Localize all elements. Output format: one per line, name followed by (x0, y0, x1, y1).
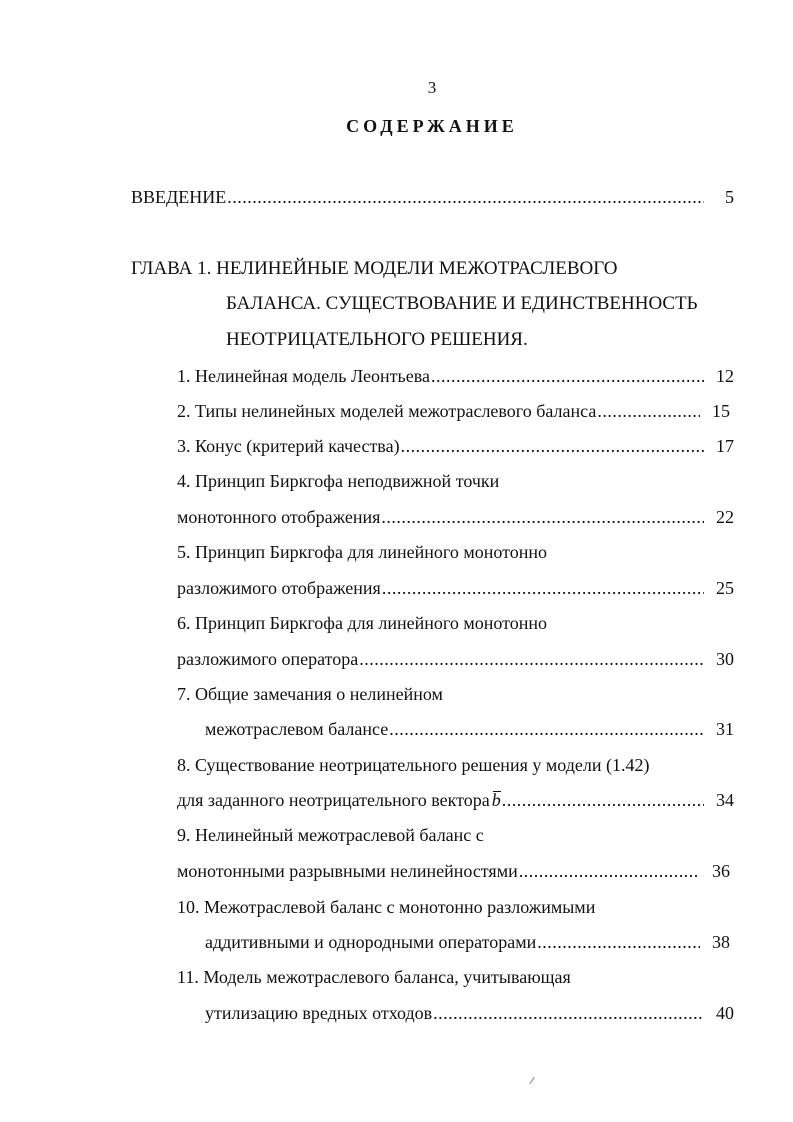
toc-entry-label: монотонного отображения (177, 507, 381, 527)
toc-entry-3[interactable] (177, 435, 734, 457)
chapter-title-line-2: БАЛАНСА. СУЩЕСТВОВАНИЕ И ЕДИНСТВЕННОСТЬ (226, 293, 698, 314)
toc-entry-page: 36 (712, 861, 730, 881)
dot-leader (433, 1002, 704, 1024)
toc-entry-page: 15 (712, 401, 730, 421)
scan-artifact-mark (529, 1077, 534, 1084)
vector-b-symbol: b (491, 790, 501, 810)
toc-entry-5[interactable] (177, 577, 734, 599)
page-title: СОДЕРЖАНИЕ (346, 116, 518, 136)
page-number: 3 (427, 78, 437, 97)
toc-entry-label: 2. Типы нелинейных моделей межотраслевого баланса (177, 401, 597, 421)
toc-entry-10[interactable] (205, 931, 730, 953)
toc-entry-label: утилизацию вредных отходов (205, 1003, 433, 1023)
dot-leader (381, 506, 704, 528)
toc-entry-8-line-1: 8. Существование неотрицательного решения у модели (1.42) (177, 755, 650, 775)
dot-leader (401, 435, 704, 457)
dot-leader (382, 577, 704, 599)
dot-leader (227, 186, 704, 208)
dot-leader (597, 400, 700, 422)
toc-entry-label: разложимого оператора (177, 649, 359, 669)
dot-leader (431, 365, 704, 387)
dot-leader (519, 860, 700, 882)
dot-leader (537, 931, 700, 953)
toc-entry-label: 1. Нелинейная модель Леонтьева (177, 366, 430, 386)
toc-entry-11-line-1: 11. Модель межотраслевого баланса, учитывающая (177, 967, 571, 987)
toc-entry-10-line-1: 10. Межотраслевой баланс с монотонно разложимыми (177, 897, 596, 917)
toc-entry-label: для заданного неотрицательного вектора (177, 790, 490, 810)
chapter-title-line-1: ГЛАВА 1. НЕЛИНЕЙНЫЕ МОДЕЛИ МЕЖОТРАСЛЕВОГО (131, 258, 618, 279)
toc-entry-page: 34 (716, 790, 734, 810)
toc-entry-label: межотраслевом балансе (205, 719, 389, 739)
toc-entry-7[interactable] (205, 718, 734, 740)
toc-entry-label: ВВЕДЕНИЕ (131, 187, 227, 207)
toc-entry-7-line-1: 7. Общие замечания о нелинейном (177, 684, 443, 704)
toc-entry-label: монотонными разрывными нелинейностями (177, 861, 518, 881)
toc-entry-introduction[interactable] (131, 186, 734, 208)
toc-entry-label: разложимого отображения (177, 578, 381, 598)
toc-entry-4[interactable] (177, 506, 734, 528)
toc-entry-page: 40 (716, 1003, 734, 1023)
toc-entry-1[interactable] (177, 365, 734, 387)
toc-entry-6[interactable] (177, 648, 734, 670)
toc-entry-page: 31 (716, 719, 734, 739)
toc-entry-label: 3. Конус (критерий качества) (177, 436, 400, 456)
toc-entry-5-line-1: 5. Принцип Биркгофа для линейного монотонно (177, 542, 548, 562)
toc-entry-11[interactable] (205, 1002, 734, 1024)
toc-entry-9[interactable] (177, 860, 730, 882)
toc-entry-page: 12 (716, 366, 734, 386)
chapter-title-line-3: НЕОТРИЦАТЕЛЬНОГО РЕШЕНИЯ. (226, 329, 528, 350)
toc-entry-page: 30 (716, 649, 734, 669)
toc-entry-page: 22 (716, 507, 734, 527)
toc-entry-2[interactable] (177, 400, 730, 422)
toc-entry-page: 38 (712, 932, 730, 952)
dot-leader (502, 789, 704, 811)
toc-entry-label: аддитивными и однородными операторами (205, 932, 537, 952)
toc-entry-9-line-1: 9. Нелинейный межотраслевой баланс с (177, 825, 484, 845)
toc-entry-page: 17 (716, 436, 734, 456)
toc-entry-page: 25 (716, 578, 734, 598)
dot-leader (389, 718, 704, 740)
toc-entry-8[interactable] (177, 789, 734, 811)
toc-entry-4-line-1: 4. Принцип Биркгофа неподвижной точки (177, 471, 500, 491)
toc-entry-6-line-1: 6. Принцип Биркгофа для линейного монотонно (177, 613, 548, 633)
toc-entry-page: 5 (725, 187, 734, 207)
dot-leader (359, 648, 704, 670)
